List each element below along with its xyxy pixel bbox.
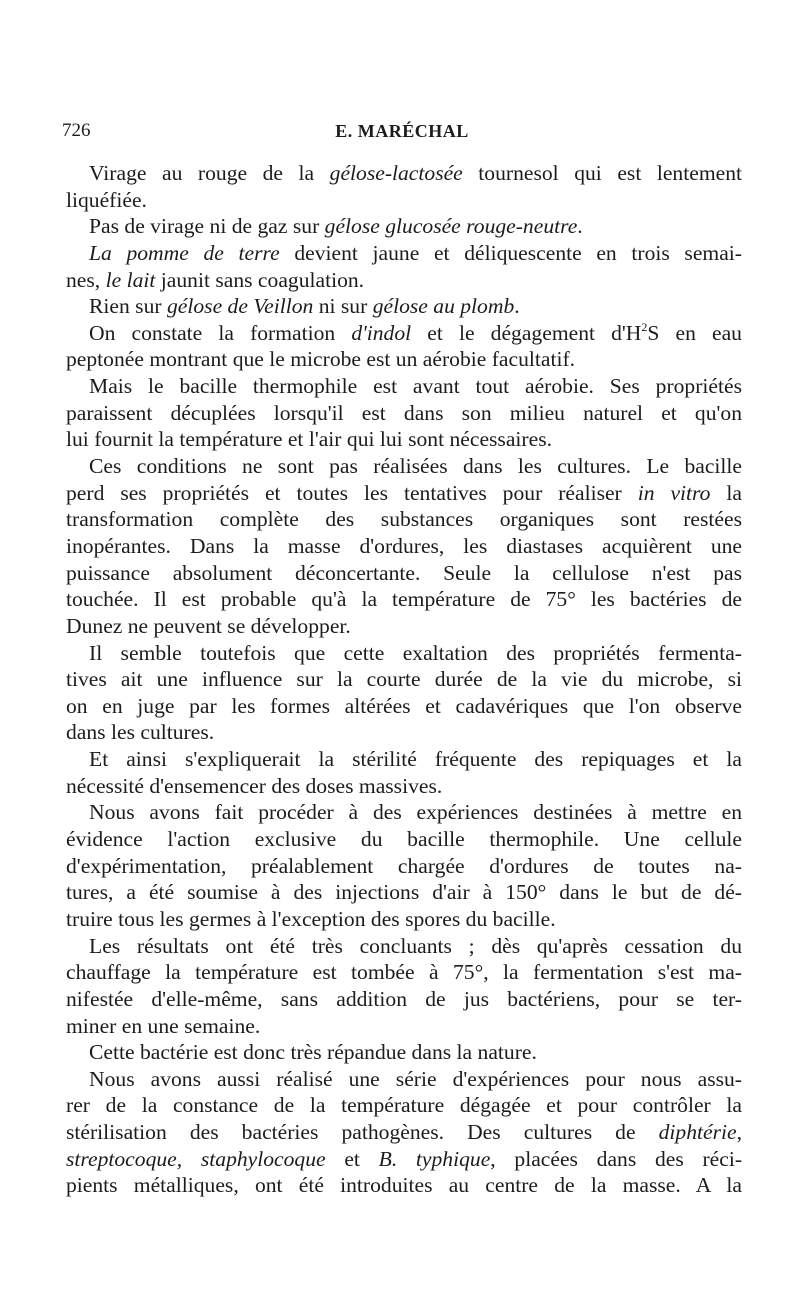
text-line: Cette bactérie est donc très répandue dans la nature. xyxy=(89,1040,537,1065)
text-line: on en juge par les formes altérées et cadavériques que l'on observe xyxy=(66,693,742,718)
text-line: nes, le lait jaunit sans coagulation. xyxy=(66,267,365,292)
text-line: touchée. Il est probable qu'à la température de 75° les bactéries de xyxy=(66,587,742,612)
text-line: évidence l'action exclusive du bacille thermophile. Une cellule xyxy=(66,827,742,852)
text-line: truire tous les germes à l'exception des spores du bacille. xyxy=(66,906,556,931)
text-line: lui fournit la température et l'air qui lui sont nécessaires. xyxy=(66,427,552,452)
text-line: Nous avons fait procéder à des expériences destinées à mettre en xyxy=(89,800,742,825)
text-line: nécessité d'ensemencer des doses massives. xyxy=(66,773,443,798)
text-line: tives ait une influence sur la courte durée de la vie du microbe, si xyxy=(66,667,742,692)
text-line: Nous avons aussi réalisé une série d'expériences pour nous assu- xyxy=(89,1066,742,1091)
body-text xyxy=(66,160,742,1199)
text-line: Ces conditions ne sont pas réalisées dans les cultures. Le bacille xyxy=(89,454,742,479)
text-line: chauffage la température est tombée à 75°, la fermentation s'est ma- xyxy=(66,960,742,985)
text-line: Virage au rouge de la gélose-lactosée tournesol qui est lentement xyxy=(89,161,742,185)
text-line: Mais le bacille thermophile est avant tout aérobie. Ses propriétés xyxy=(89,374,742,399)
text-line: miner en une semaine. xyxy=(66,1013,261,1038)
text-line: pients métalliques, ont été introduites au centre de la masse. A la xyxy=(66,1173,742,1198)
text-line: Pas de virage ni de gaz sur gélose glucosée rouge-neutre. xyxy=(89,214,583,239)
text-line: peptonée montrant que le microbe est un aérobie facultatif. xyxy=(66,347,576,372)
text-line: transformation complète des substances organiques sont restées xyxy=(66,507,742,532)
text-line: rer de la constance de la température dégagée et pour contrôler la xyxy=(66,1093,742,1118)
text-line: Il semble toutefois que cette exaltation des propriétés fermenta- xyxy=(89,640,742,665)
running-head: E. MARÉCHAL xyxy=(335,121,469,141)
text-line: liquéfiée. xyxy=(66,187,147,212)
page-number: 726 xyxy=(62,120,91,141)
text-line: stérilisation des bactéries pathogènes. Des cultures de diphtérie, xyxy=(66,1120,742,1145)
text-line: On constate la formation d'indol et le dégagement $d'H^2S$ en eau xyxy=(89,319,742,345)
text-line: streptocoque, staphylocoque et B. typhique, placées dans des réci- xyxy=(66,1146,743,1171)
text-line: paraissent décuplées lorsqu'il est dans son milieu naturel et qu'on xyxy=(66,400,742,425)
page-header xyxy=(62,118,742,148)
text-line: d'expérimentation, préalablement chargée d'ordures de toutes na- xyxy=(66,853,742,878)
text-line: perd ses propriétés et toutes les tentatives pour réaliser in vitro la xyxy=(66,480,742,505)
text-line: La pomme de terre devient jaune et déliquescente en trois semai- xyxy=(89,240,742,265)
text-line: Dunez ne peuvent se développer. xyxy=(66,613,351,638)
text-line: Les résultats ont été très concluants ; dès qu'après cessation du xyxy=(89,933,742,958)
text-line: Rien sur gélose de Veillon ni sur gélose au plomb. xyxy=(89,294,520,319)
text-line: tures, a été soumise à des injections d'air à 150° dans le but de dé- xyxy=(66,880,742,905)
text-line: nifestée d'elle-même, sans addition de jus bactériens, pour se ter- xyxy=(66,986,742,1011)
text-line: inopérantes. Dans la masse d'ordures, les diastases acquièrent une xyxy=(66,533,742,558)
text-line: dans les cultures. xyxy=(66,720,215,745)
text-line: puissance absolument déconcertante. Seule la cellulose n'est pas xyxy=(66,560,742,585)
text-line: Et ainsi s'expliquerait la stérilité fréquente des repiquages et la xyxy=(89,747,742,772)
